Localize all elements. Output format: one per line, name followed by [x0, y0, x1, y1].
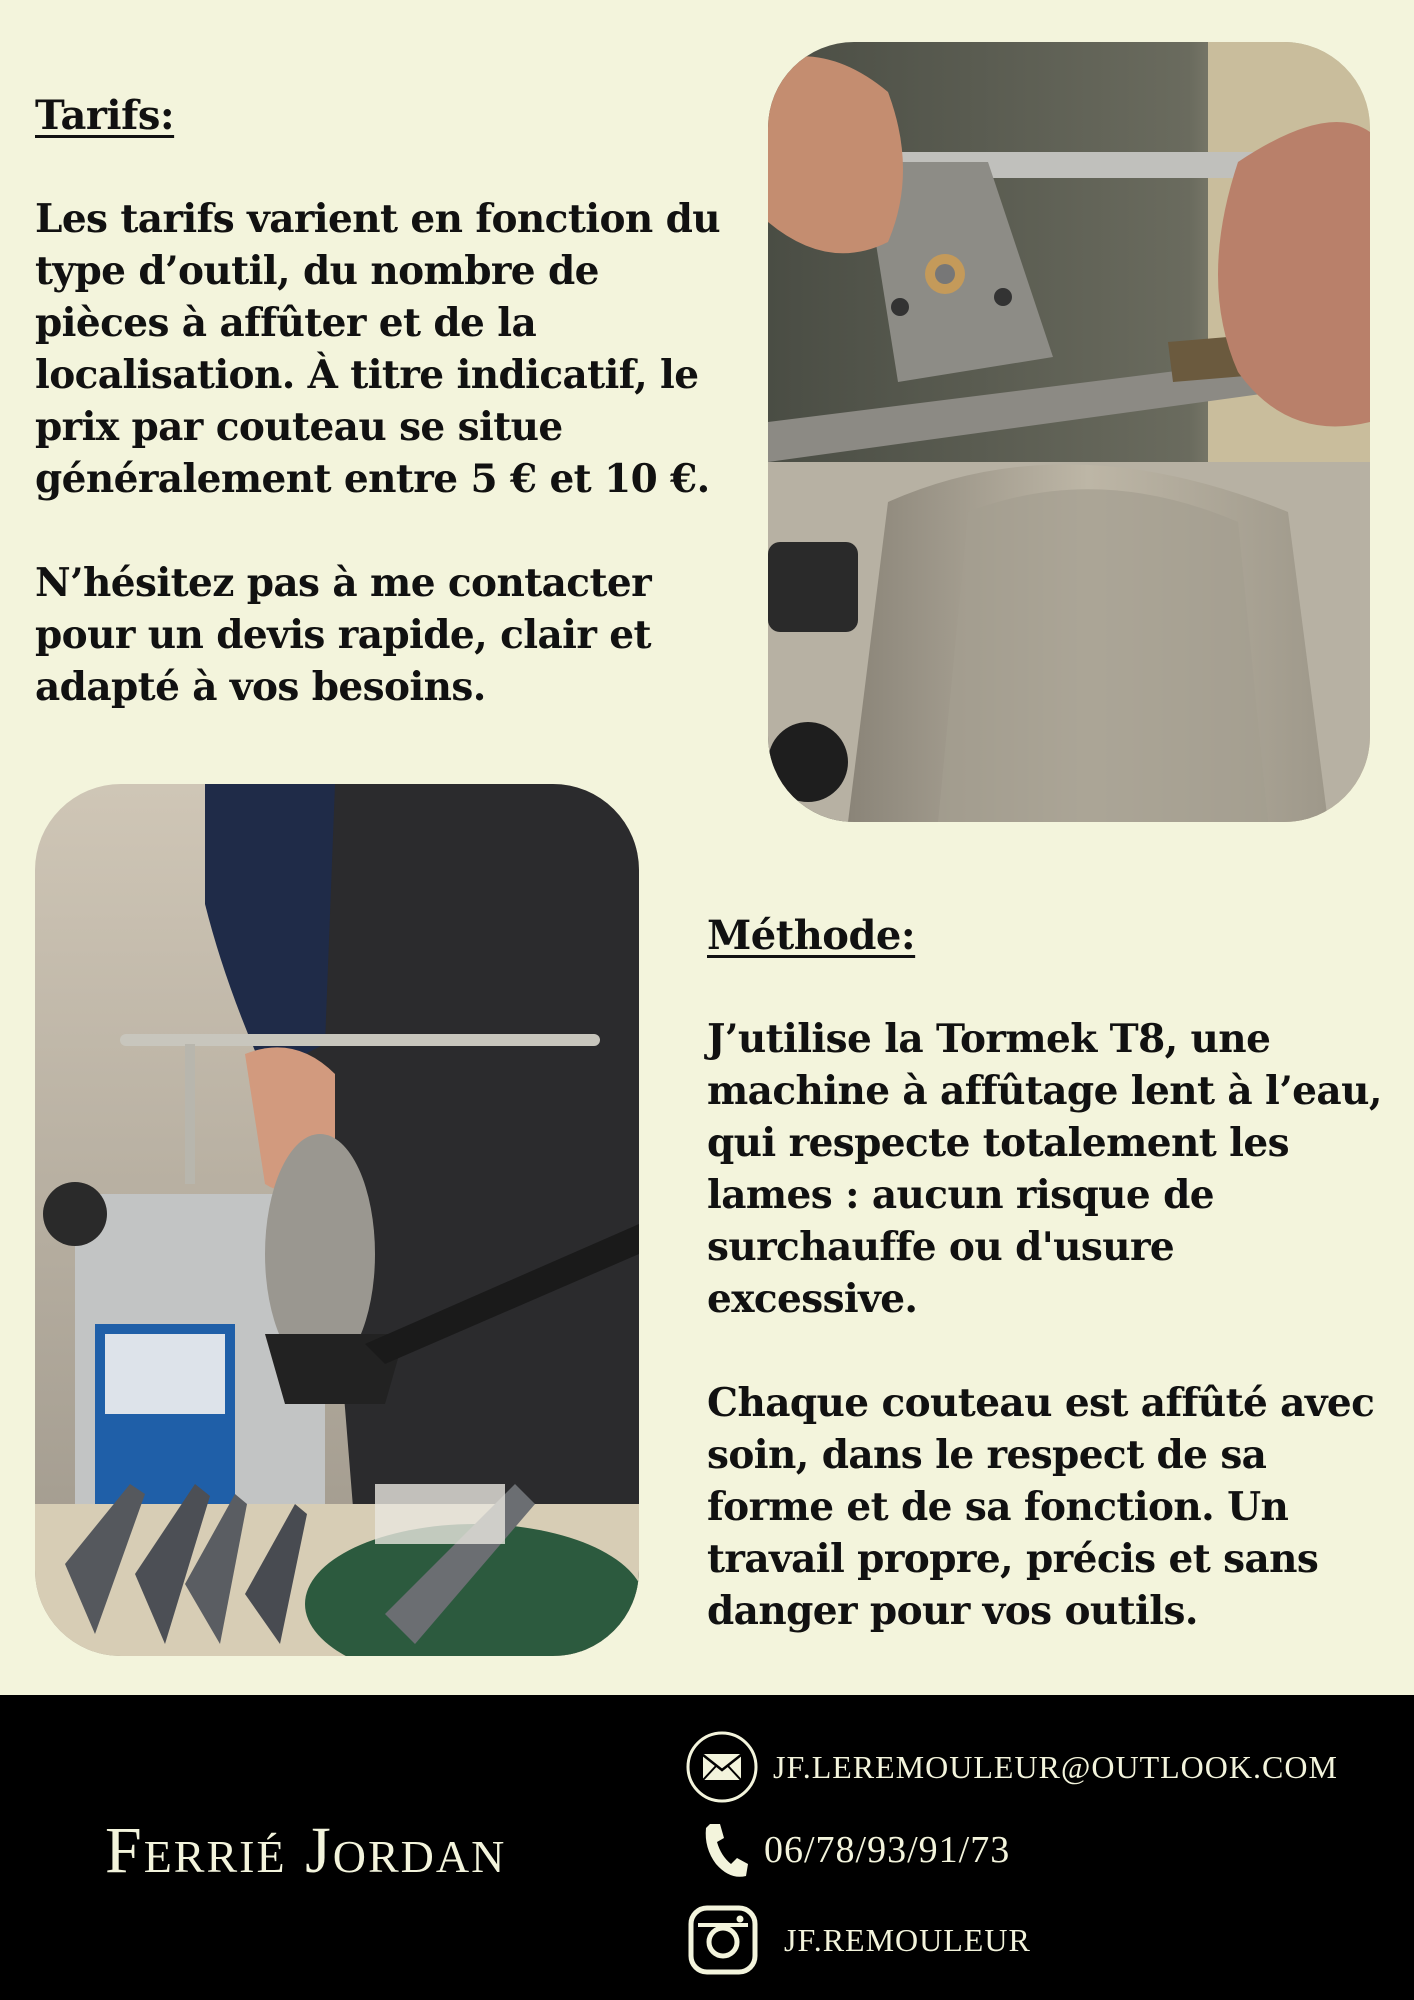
tarifs-section	[35, 92, 725, 765]
envelope-icon	[685, 1730, 759, 1804]
phone-text: 06/78/93/91/73	[764, 1829, 1011, 1871]
email-row[interactable]	[685, 1730, 1338, 1804]
tarifs-paragraph-1: Les tarifs varient en fonction du type d’outil, du nombre de pièces à affûter et de la localisation. À titre indicatif, le prix par couteau se situe généralement entre 5 € et 10 €.	[35, 196, 721, 502]
tarifs-heading: Tarifs:	[35, 92, 175, 139]
instagram-row[interactable]	[688, 1905, 1031, 1975]
methode-paragraph-1: J’utilise la Tormek T8, une machine à affûtage lent à l’eau, qui respecte totalement les lames : aucun risque de surchauffe ou d'usure excessive.	[707, 1016, 1382, 1322]
methode-heading: Méthode:	[707, 912, 916, 959]
phone-row[interactable]	[700, 1820, 1010, 1880]
email-text: JF.LEREMOULEUR@OUTLOOK.COM	[773, 1748, 1338, 1785]
instagram-text: JF.REMOULEUR	[784, 1921, 1031, 1958]
brand-name: Ferrié Jordan	[105, 1814, 507, 1887]
knife-sharpening-photo	[768, 42, 1370, 822]
footer	[0, 1695, 1414, 2000]
instagram-icon	[688, 1905, 758, 1975]
phone-icon	[700, 1820, 750, 1880]
methode-section	[707, 912, 1387, 1689]
tormek-machine-photo	[35, 784, 639, 1656]
tarifs-paragraph-2: N’hésitez pas à me contacter pour un devis rapide, clair et adapté à vos besoins.	[35, 560, 652, 710]
methode-paragraph-2: Chaque couteau est affûté avec soin, dans le respect de sa forme et de sa fonction. Un travail propre, précis et sans danger pour vos outils.	[707, 1380, 1375, 1634]
